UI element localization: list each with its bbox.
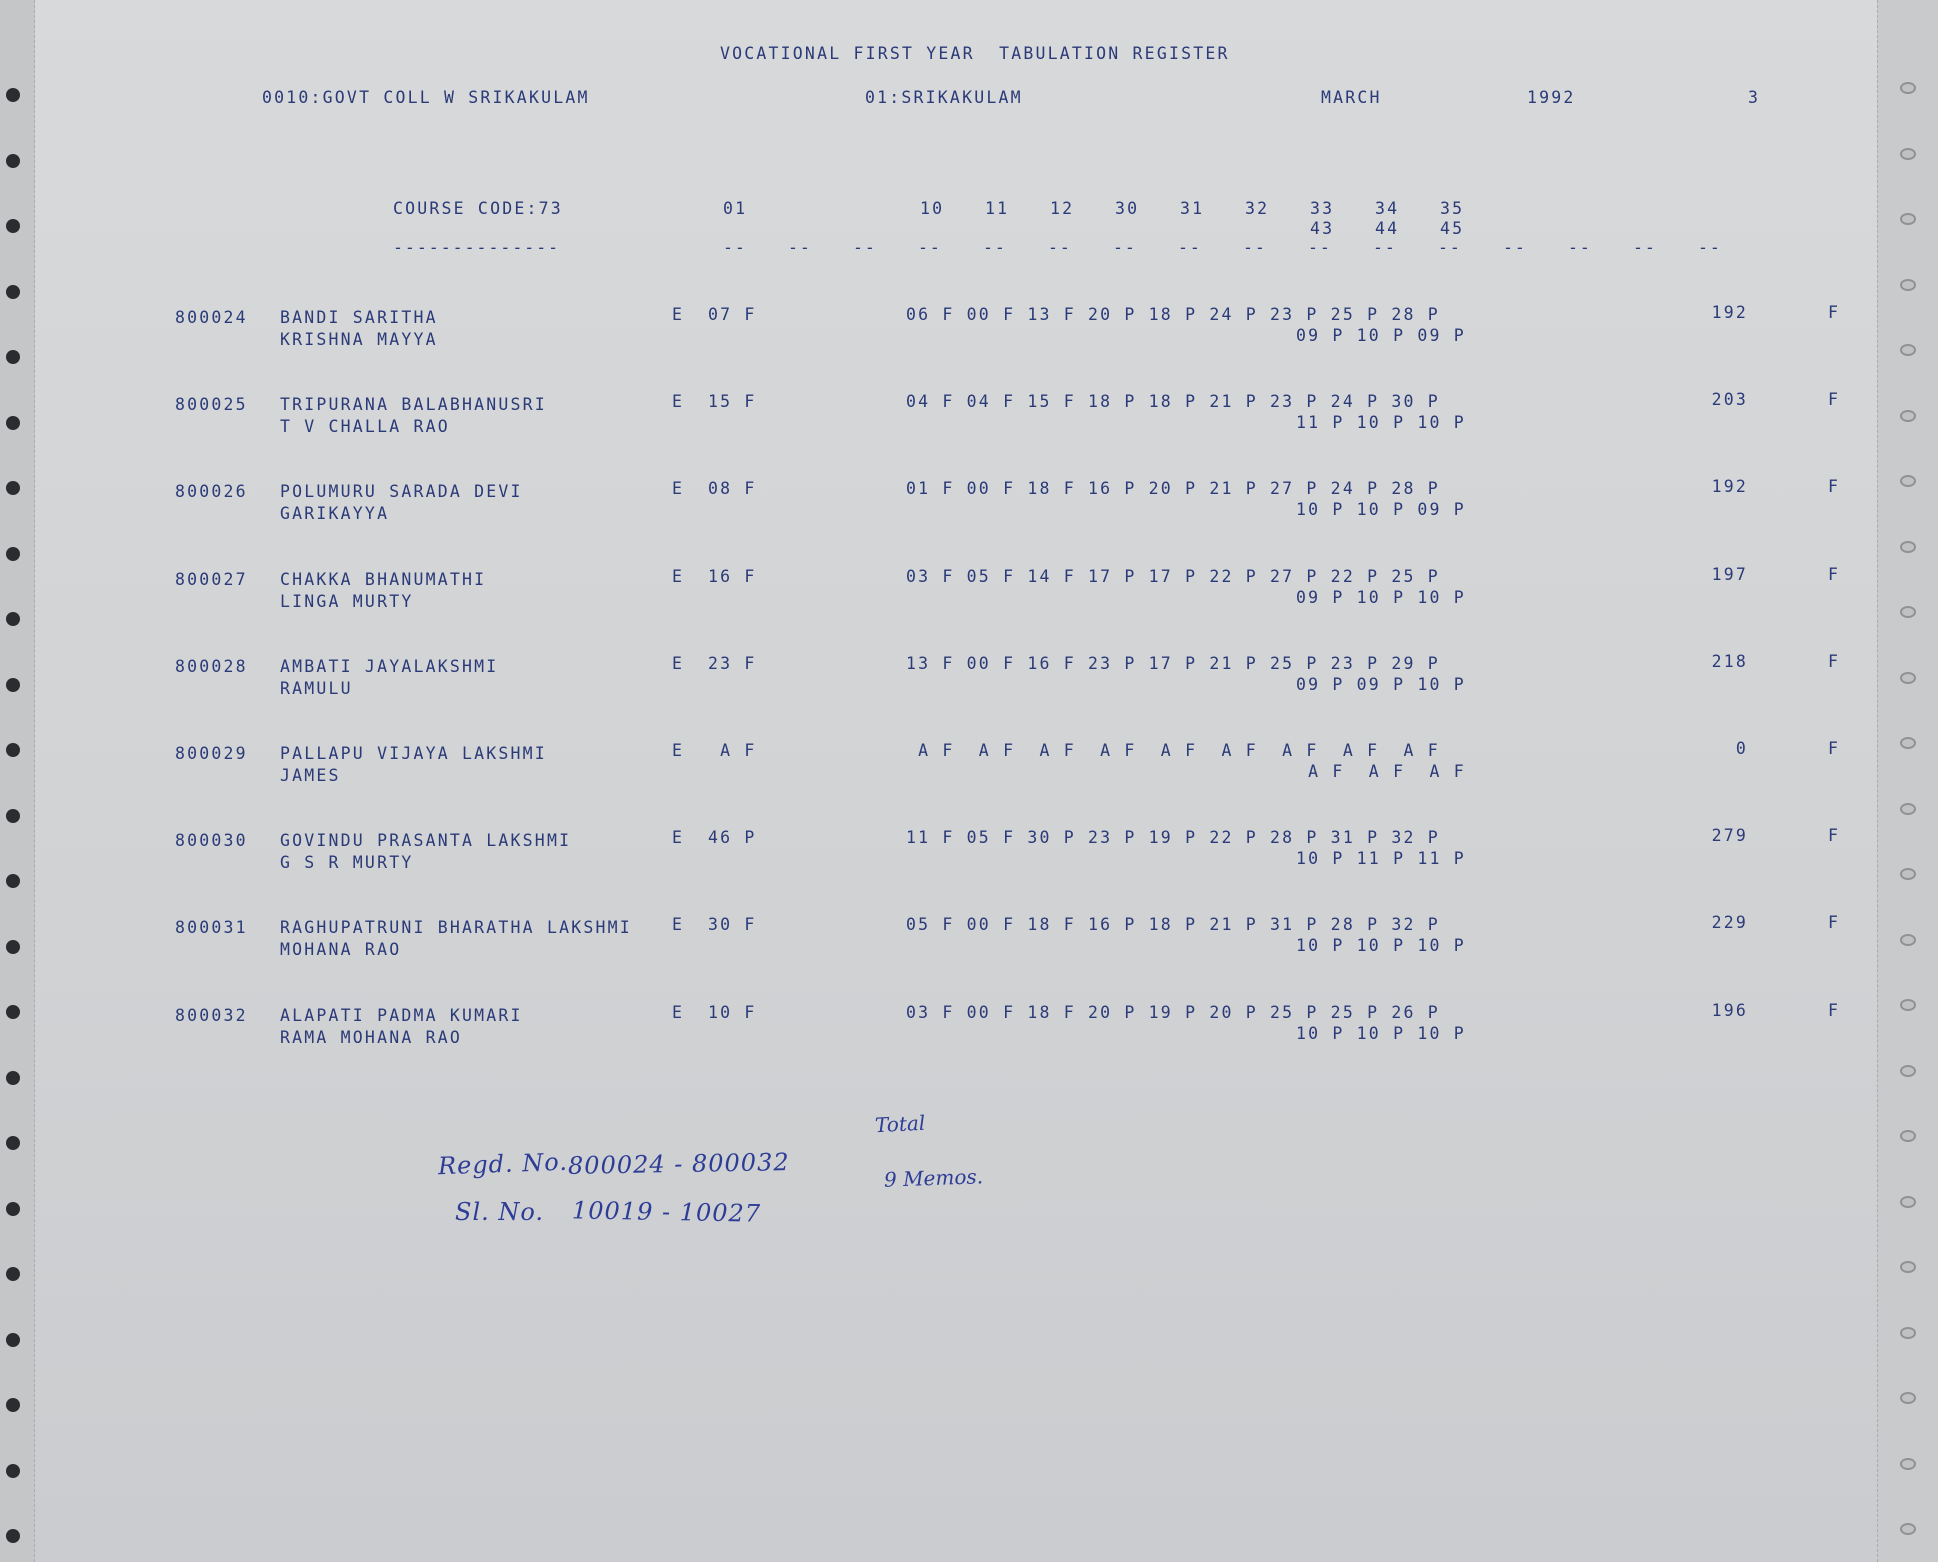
language-code: E bbox=[672, 828, 685, 847]
feed-hole bbox=[6, 1529, 20, 1543]
course-code-label: COURSE CODE:73 bbox=[393, 199, 563, 218]
feed-hole bbox=[6, 1333, 20, 1347]
feed-hole bbox=[6, 154, 20, 168]
column-dash: -- bbox=[1633, 238, 1657, 257]
reg-number: 800031 bbox=[175, 918, 248, 937]
feed-hole bbox=[1900, 82, 1916, 94]
district-name: 01:SRIKAKULAM bbox=[865, 88, 1023, 107]
subject-code: 33 bbox=[1310, 199, 1335, 218]
subject-01-mark: 30 F bbox=[708, 915, 757, 934]
reg-number: 800032 bbox=[175, 1006, 248, 1025]
feed-hole bbox=[6, 285, 20, 299]
column-dash: -- bbox=[788, 238, 812, 257]
handwritten-memos-count: 9 Memos. bbox=[883, 1164, 984, 1192]
feed-hole bbox=[1900, 344, 1916, 356]
subject-marks-row: 03 F 00 F 18 F 20 P 19 P 20 P 25 P 25 P 26 P bbox=[906, 1003, 1440, 1022]
language-code: E bbox=[672, 915, 685, 934]
final-result: F bbox=[1828, 739, 1841, 758]
feed-hole bbox=[1900, 410, 1916, 422]
student-name: POLUMURU SARADA DEVI bbox=[280, 482, 523, 501]
handwritten-total-label: Total bbox=[874, 1110, 926, 1138]
register-title: VOCATIONAL FIRST YEAR TABULATION REGISTER bbox=[720, 44, 1230, 63]
feed-hole bbox=[6, 612, 20, 626]
feed-hole bbox=[1900, 1392, 1916, 1404]
feed-hole bbox=[1900, 541, 1916, 553]
tabulation-register-sheet: VOCATIONAL FIRST YEAR TABULATION REGISTER 0010:GOVT COLL W SRIKAKULAM 01:SRIKAKULAM MARCH 1992 3 COURSE CODE:73 -------------- Regd. No. 800024 - 800032 Sl. No. 10019 - 10027 Total 9 Memos. 01 10 11 12 30 31 32 33 34 35 43 44 45 -- -- -- -- -- -- -- -- -- -- -- -- -- -- -- -- 800024 BANDI SARITHA KRISHNA MAYYA E 07 F 06 F 00 F 13 F 20 P 18 P 24 P 23 P 25 P 28 P 09 P 10 P 09 P 192 F 800025 TRIPURANA BALABHANUSRI T V CHALLA RAO E 15 F 04 F 04 F 15 F 18 P 18 P 21 P 23 P 24 P 30 P 11 P 10 P 10 P 203 F 800026 POLUMURU SARADA DEVI GARIKAYYA E 08 F 01 F 00 F 18 F 16 P 20 P 21 P 27 P 24 P 28 P 10 P 10 P 09 P 192 F 800027 CHAKKA BHANUMATHI LINGA MURTY E 16 F 03 F 05 F 14 F 17 P 17 P 22 P 27 P 22 P 25 P 09 P 10 P 10 P 197 F 800028 AMBATI JAYALAKSHMI RAMULU E 23 F 13 F 00 F 16 F 23 P 17 P 21 P 25 P 23 P 29 P 09 P 09 P 10 P 218 F 800029 PALLAPU VIJAYA LAKSHMI JAMES E A F A F A F A F A F A F A F A F A F A F A F A F A F 0 F 800030 GOVINDU PRASANTA LAKSHMI G S R MURTY E 46 P 11 F 05 F 30 P 23 P 19 P 22 P 28 P 31 P 32 P 10 P 11 P 11 P 279 F 800031 RAGHUPATRUNI BHARATHA LAKSHMI MOHANA RAO E 30 F 05 F 00 F 18 F 16 P 18 P 21 P 31 P 28 P 32 P 10 P 10 P 10 P 229 F 800032 ALAPATI PADMA KUMARI RAMA MOHANA RAO E 10 F 03 F 00 F 18 F 20 P 19 P 20 P 25 P 25 P 26 P 10 P 10 P 10 P 196 F bbox=[0, 0, 1938, 1562]
subject-marks-row-2: 10 P 10 P 09 P bbox=[1296, 500, 1466, 519]
final-result: F bbox=[1828, 303, 1841, 322]
subject-code: 10 bbox=[920, 199, 945, 218]
feed-hole bbox=[1900, 868, 1916, 880]
parent-name: JAMES bbox=[280, 766, 341, 785]
language-code: E bbox=[672, 392, 685, 411]
handwritten-regd-range: 800024 - 800032 bbox=[567, 1148, 790, 1180]
feed-hole bbox=[1900, 672, 1916, 684]
page-number: 3 bbox=[1748, 88, 1761, 107]
subject-01-mark: 10 F bbox=[708, 1003, 757, 1022]
feed-hole bbox=[6, 1071, 20, 1085]
subject-code: 31 bbox=[1180, 199, 1205, 218]
student-name: GOVINDU PRASANTA LAKSHMI bbox=[280, 831, 572, 850]
subject-01-mark: 15 F bbox=[708, 392, 757, 411]
feed-hole bbox=[6, 219, 20, 233]
feed-hole bbox=[1900, 279, 1916, 291]
language-code: E bbox=[672, 1003, 685, 1022]
feed-hole bbox=[6, 1398, 20, 1412]
parent-name: KRISHNA MAYYA bbox=[280, 330, 438, 349]
column-dash: -- bbox=[1568, 238, 1592, 257]
course-code-underline: -------------- bbox=[393, 238, 561, 257]
subject-marks-row: 06 F 00 F 13 F 20 P 18 P 24 P 23 P 25 P 28 P bbox=[906, 305, 1440, 324]
subject-marks-row: 01 F 00 F 18 F 16 P 20 P 21 P 27 P 24 P 28 P bbox=[906, 479, 1440, 498]
subject-01-mark: 46 P bbox=[708, 828, 757, 847]
subject-marks-row-2: 11 P 10 P 10 P bbox=[1296, 413, 1466, 432]
feed-hole bbox=[1900, 1065, 1916, 1077]
student-name: PALLAPU VIJAYA LAKSHMI bbox=[280, 744, 547, 763]
subject-marks-row: 04 F 04 F 15 F 18 P 18 P 21 P 23 P 24 P 30 P bbox=[906, 392, 1440, 411]
language-code: E bbox=[672, 741, 685, 760]
subject-marks-row: 03 F 05 F 14 F 17 P 17 P 22 P 27 P 22 P 25 P bbox=[906, 567, 1440, 586]
handwritten-sl-range: 10019 - 10027 bbox=[571, 1196, 762, 1228]
subject-code: 12 bbox=[1050, 199, 1075, 218]
feed-hole bbox=[6, 350, 20, 364]
column-dash: -- bbox=[1503, 238, 1527, 257]
column-dash: -- bbox=[983, 238, 1007, 257]
feed-hole bbox=[6, 1005, 20, 1019]
subject-code: 11 bbox=[985, 199, 1010, 218]
student-name: TRIPURANA BALABHANUSRI bbox=[280, 395, 547, 414]
column-dash: -- bbox=[918, 238, 942, 257]
feed-hole bbox=[1900, 1261, 1916, 1273]
column-dash: -- bbox=[1308, 238, 1332, 257]
language-code: E bbox=[672, 305, 685, 324]
feed-hole bbox=[1900, 606, 1916, 618]
subject-code: 32 bbox=[1245, 199, 1270, 218]
column-dash: -- bbox=[1373, 238, 1397, 257]
final-result: F bbox=[1828, 565, 1841, 584]
left-tractor-feed-strip bbox=[0, 0, 35, 1562]
subject-marks-row-2: A F A F A F bbox=[1296, 762, 1466, 781]
subject-marks-row-2: 09 P 09 P 10 P bbox=[1296, 675, 1466, 694]
subject-marks-row-2: 10 P 11 P 11 P bbox=[1296, 849, 1466, 868]
handwritten-regd-label: Regd. No. bbox=[437, 1147, 569, 1181]
feed-hole bbox=[1900, 475, 1916, 487]
final-result: F bbox=[1828, 652, 1841, 671]
reg-number: 800030 bbox=[175, 831, 248, 850]
reg-number: 800027 bbox=[175, 570, 248, 589]
parent-name: T V CHALLA RAO bbox=[280, 417, 450, 436]
column-dash: -- bbox=[1048, 238, 1072, 257]
subject-code: 44 bbox=[1375, 219, 1400, 238]
subject-code: 45 bbox=[1440, 219, 1465, 238]
feed-hole bbox=[1900, 803, 1916, 815]
feed-hole bbox=[1900, 934, 1916, 946]
subject-marks-row: 05 F 00 F 18 F 16 P 18 P 21 P 31 P 28 P 32 P bbox=[906, 915, 1440, 934]
language-code: E bbox=[672, 654, 685, 673]
column-dash: -- bbox=[1113, 238, 1137, 257]
subject-code: 43 bbox=[1310, 219, 1335, 238]
final-result: F bbox=[1828, 390, 1841, 409]
column-dash: -- bbox=[1438, 238, 1462, 257]
feed-hole bbox=[6, 678, 20, 692]
final-result: F bbox=[1828, 826, 1841, 845]
feed-hole bbox=[6, 743, 20, 757]
subject-code: 30 bbox=[1115, 199, 1140, 218]
student-name: AMBATI JAYALAKSHMI bbox=[280, 657, 499, 676]
column-dash: -- bbox=[1243, 238, 1267, 257]
handwritten-sl-label: Sl. No. bbox=[455, 1198, 545, 1226]
parent-name: LINGA MURTY bbox=[280, 592, 414, 611]
subject-01-mark: A F bbox=[708, 741, 757, 760]
subject-01-mark: 23 F bbox=[708, 654, 757, 673]
feed-hole bbox=[6, 1464, 20, 1478]
column-dash: -- bbox=[723, 238, 747, 257]
feed-hole bbox=[1900, 213, 1916, 225]
language-code: E bbox=[672, 479, 685, 498]
subject-01-mark: 16 F bbox=[708, 567, 757, 586]
subject-code: 35 bbox=[1440, 199, 1465, 218]
feed-hole bbox=[6, 874, 20, 888]
college-name: 0010:GOVT COLL W SRIKAKULAM bbox=[262, 88, 590, 107]
student-name: RAGHUPATRUNI BHARATHA LAKSHMI bbox=[280, 918, 632, 937]
feed-hole bbox=[1900, 737, 1916, 749]
feed-hole bbox=[1900, 148, 1916, 160]
student-name: BANDI SARITHA bbox=[280, 308, 438, 327]
column-dash: -- bbox=[853, 238, 877, 257]
subject-01-mark: 07 F bbox=[708, 305, 757, 324]
feed-hole bbox=[6, 416, 20, 430]
reg-number: 800024 bbox=[175, 308, 248, 327]
subject-marks-row-2: 10 P 10 P 10 P bbox=[1296, 936, 1466, 955]
final-result: F bbox=[1828, 913, 1841, 932]
feed-hole bbox=[6, 809, 20, 823]
exam-month: MARCH bbox=[1321, 88, 1382, 107]
feed-hole bbox=[6, 481, 20, 495]
feed-hole bbox=[6, 88, 20, 102]
feed-hole bbox=[1900, 1327, 1916, 1339]
feed-hole bbox=[6, 940, 20, 954]
feed-hole bbox=[1900, 999, 1916, 1011]
parent-name: MOHANA RAO bbox=[280, 940, 402, 959]
language-code: E bbox=[672, 567, 685, 586]
reg-number: 800028 bbox=[175, 657, 248, 676]
parent-name: G S R MURTY bbox=[280, 853, 414, 872]
subject-marks-row-2: 09 P 10 P 09 P bbox=[1296, 326, 1466, 345]
feed-hole bbox=[6, 547, 20, 561]
feed-hole bbox=[6, 1136, 20, 1150]
reg-number: 800025 bbox=[175, 395, 248, 414]
subject-01-mark: 08 F bbox=[708, 479, 757, 498]
subject-code: 34 bbox=[1375, 199, 1400, 218]
final-result: F bbox=[1828, 477, 1841, 496]
feed-hole bbox=[6, 1202, 20, 1216]
right-tractor-feed-strip bbox=[1877, 0, 1938, 1562]
subject-marks-row-2: 09 P 10 P 10 P bbox=[1296, 588, 1466, 607]
parent-name: RAMULU bbox=[280, 679, 353, 698]
reg-number: 800029 bbox=[175, 744, 248, 763]
student-name: CHAKKA BHANUMATHI bbox=[280, 570, 487, 589]
final-result: F bbox=[1828, 1001, 1841, 1020]
student-name: ALAPATI PADMA KUMARI bbox=[280, 1006, 523, 1025]
feed-hole bbox=[1900, 1130, 1916, 1142]
subject-code: 01 bbox=[723, 199, 748, 218]
feed-hole bbox=[1900, 1523, 1916, 1535]
column-dash: -- bbox=[1698, 238, 1722, 257]
exam-year: 1992 bbox=[1527, 88, 1576, 107]
reg-number: 800026 bbox=[175, 482, 248, 501]
subject-marks-row: 13 F 00 F 16 F 23 P 17 P 21 P 25 P 23 P 29 P bbox=[906, 654, 1440, 673]
feed-hole bbox=[1900, 1196, 1916, 1208]
feed-hole bbox=[6, 1267, 20, 1281]
feed-hole bbox=[1900, 1458, 1916, 1470]
subject-marks-row: 11 F 05 F 30 P 23 P 19 P 22 P 28 P 31 P 32 P bbox=[906, 828, 1440, 847]
subject-marks-row-2: 10 P 10 P 10 P bbox=[1296, 1024, 1466, 1043]
parent-name: GARIKAYYA bbox=[280, 504, 390, 523]
column-dash: -- bbox=[1178, 238, 1202, 257]
parent-name: RAMA MOHANA RAO bbox=[280, 1028, 463, 1047]
subject-marks-row: A F A F A F A F A F A F A F A F A F bbox=[906, 741, 1440, 760]
